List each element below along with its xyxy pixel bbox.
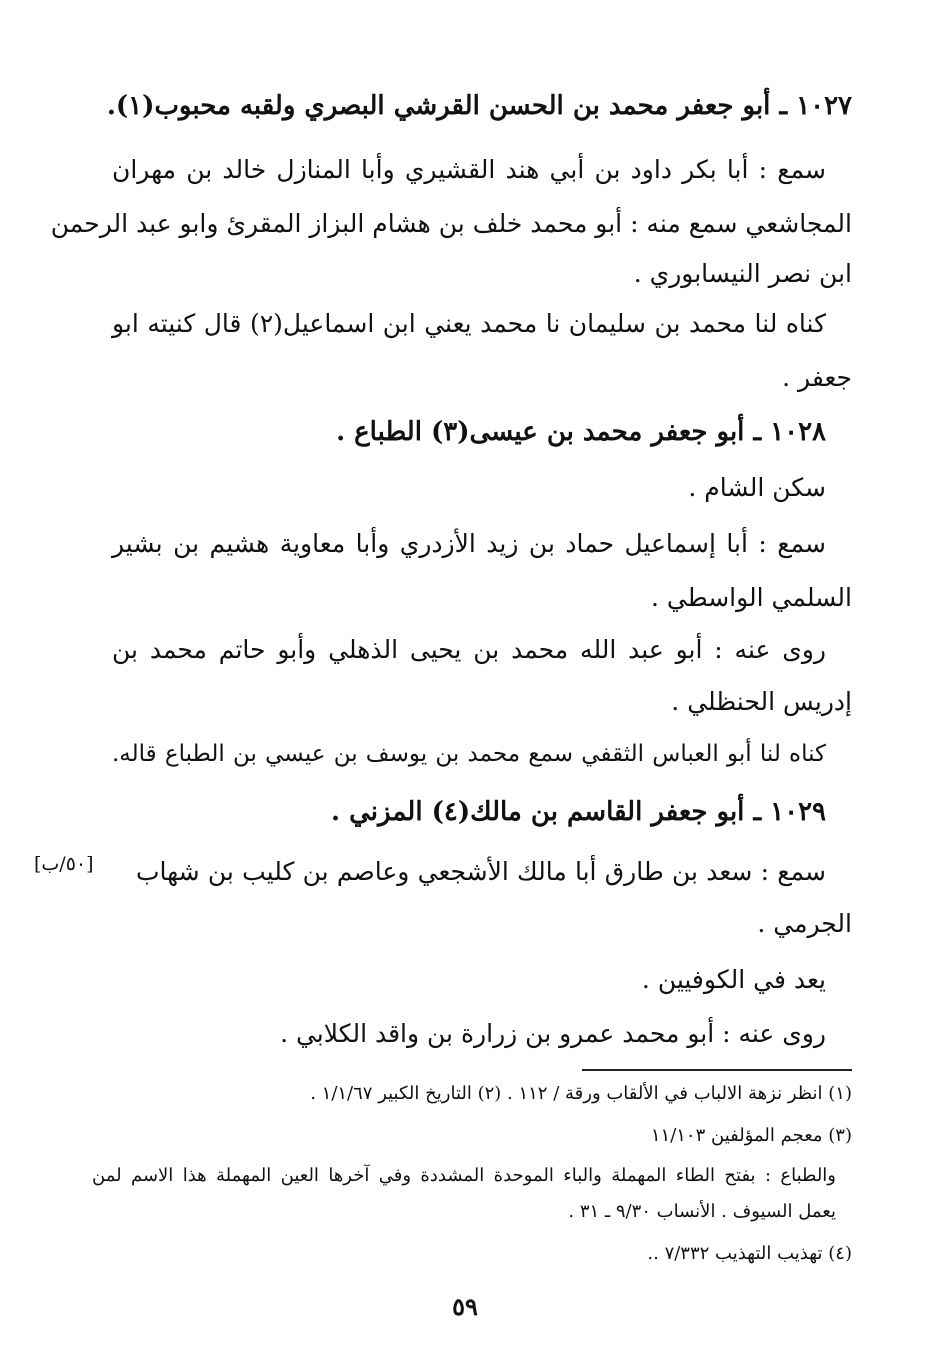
- footnote-separator: [582, 1069, 852, 1071]
- entry-1028-line-5: إدريس الحنظلي .: [671, 687, 852, 716]
- entry-1029-line-1: سمع : سعد بن طارق أبا مالك الأشجعي وعاصم بن كليب بن شهاب: [136, 857, 826, 886]
- entry-1028-line-2: سمع : أبا إسماعيل حماد بن زيد الأزدري وأبا معاوية هشيم بن بشير: [112, 529, 826, 558]
- page-number: ٥٩: [452, 1292, 478, 1321]
- footnote-1-2: (١) انظر نزهة الالباب في الألقاب ورقة / ١١٢ . (٢) التاريخ الكبير ١/١/٦٧ .: [310, 1083, 852, 1104]
- entry-1029-line-2: الجرمي .: [757, 909, 852, 938]
- entry-1029-line-3: يعد في الكوفيين .: [641, 965, 826, 994]
- entry-heading-1027: ١٠٢٧ ـ أبو جعفر محمد بن الحسن القرشي البصري ولقبه محبوب(١).: [106, 91, 852, 121]
- footnote-3-continued: والطباع : بفتح الطاء المهملة والباء الموحدة المشددة وفي آخرها العين المهملة هذا الاسم لمن: [92, 1165, 836, 1186]
- entry-1027-line-5: جعفر .: [782, 363, 852, 392]
- footnote-3: (٣) معجم المؤلفين ١١/١٠٣: [650, 1125, 852, 1146]
- folio-margin-note: [٥٠/ب]: [34, 853, 94, 875]
- entry-1028-line-1: سكن الشام .: [688, 473, 826, 502]
- entry-1028-line-3: السلمي الواسطي .: [651, 583, 852, 612]
- entry-1027-line-3: ابن نصر النيسابوري .: [633, 259, 852, 288]
- footnote-4: (٤) تهذيب التهذيب ٧/٣٣٢ ..: [647, 1243, 852, 1264]
- entry-1027-line-1: سمع : أبا بكر داود بن أبي هند القشيري وأبا المنازل خالد بن مهران: [112, 155, 826, 184]
- entry-1027-line-4: كناه لنا محمد بن سليمان نا محمد يعني ابن اسماعيل(٢) قال كنيته ابو: [112, 309, 826, 338]
- entry-1027-line-2: المجاشعي سمع منه : أبو محمد خلف بن هشام البزاز المقرئ وابو عبد الرحمن: [50, 209, 852, 238]
- entry-1029-line-4: روى عنه : أبو محمد عمرو بن زرارة بن واقد الكلابي .: [280, 1019, 826, 1048]
- entry-1028-line-6: كناه لنا أبو العباس الثقفي سمع محمد بن يوسف بن عيسي بن الطباع قاله.: [112, 741, 826, 767]
- entry-heading-1028: ١٠٢٨ ـ أبو جعفر محمد بن عيسى(٣) الطباع .: [336, 417, 826, 447]
- entry-1028-line-4: روى عنه : أبو عبد الله محمد بن يحيى الذهلي وأبو حاتم محمد بن: [112, 635, 826, 664]
- footnote-3-source: يعمل السيوف . الأنساب ٩/٣٠ ـ ٣١ .: [568, 1201, 836, 1222]
- entry-heading-1029: ١٠٢٩ ـ أبو جعفر القاسم بن مالك(٤) المزني .: [331, 797, 826, 827]
